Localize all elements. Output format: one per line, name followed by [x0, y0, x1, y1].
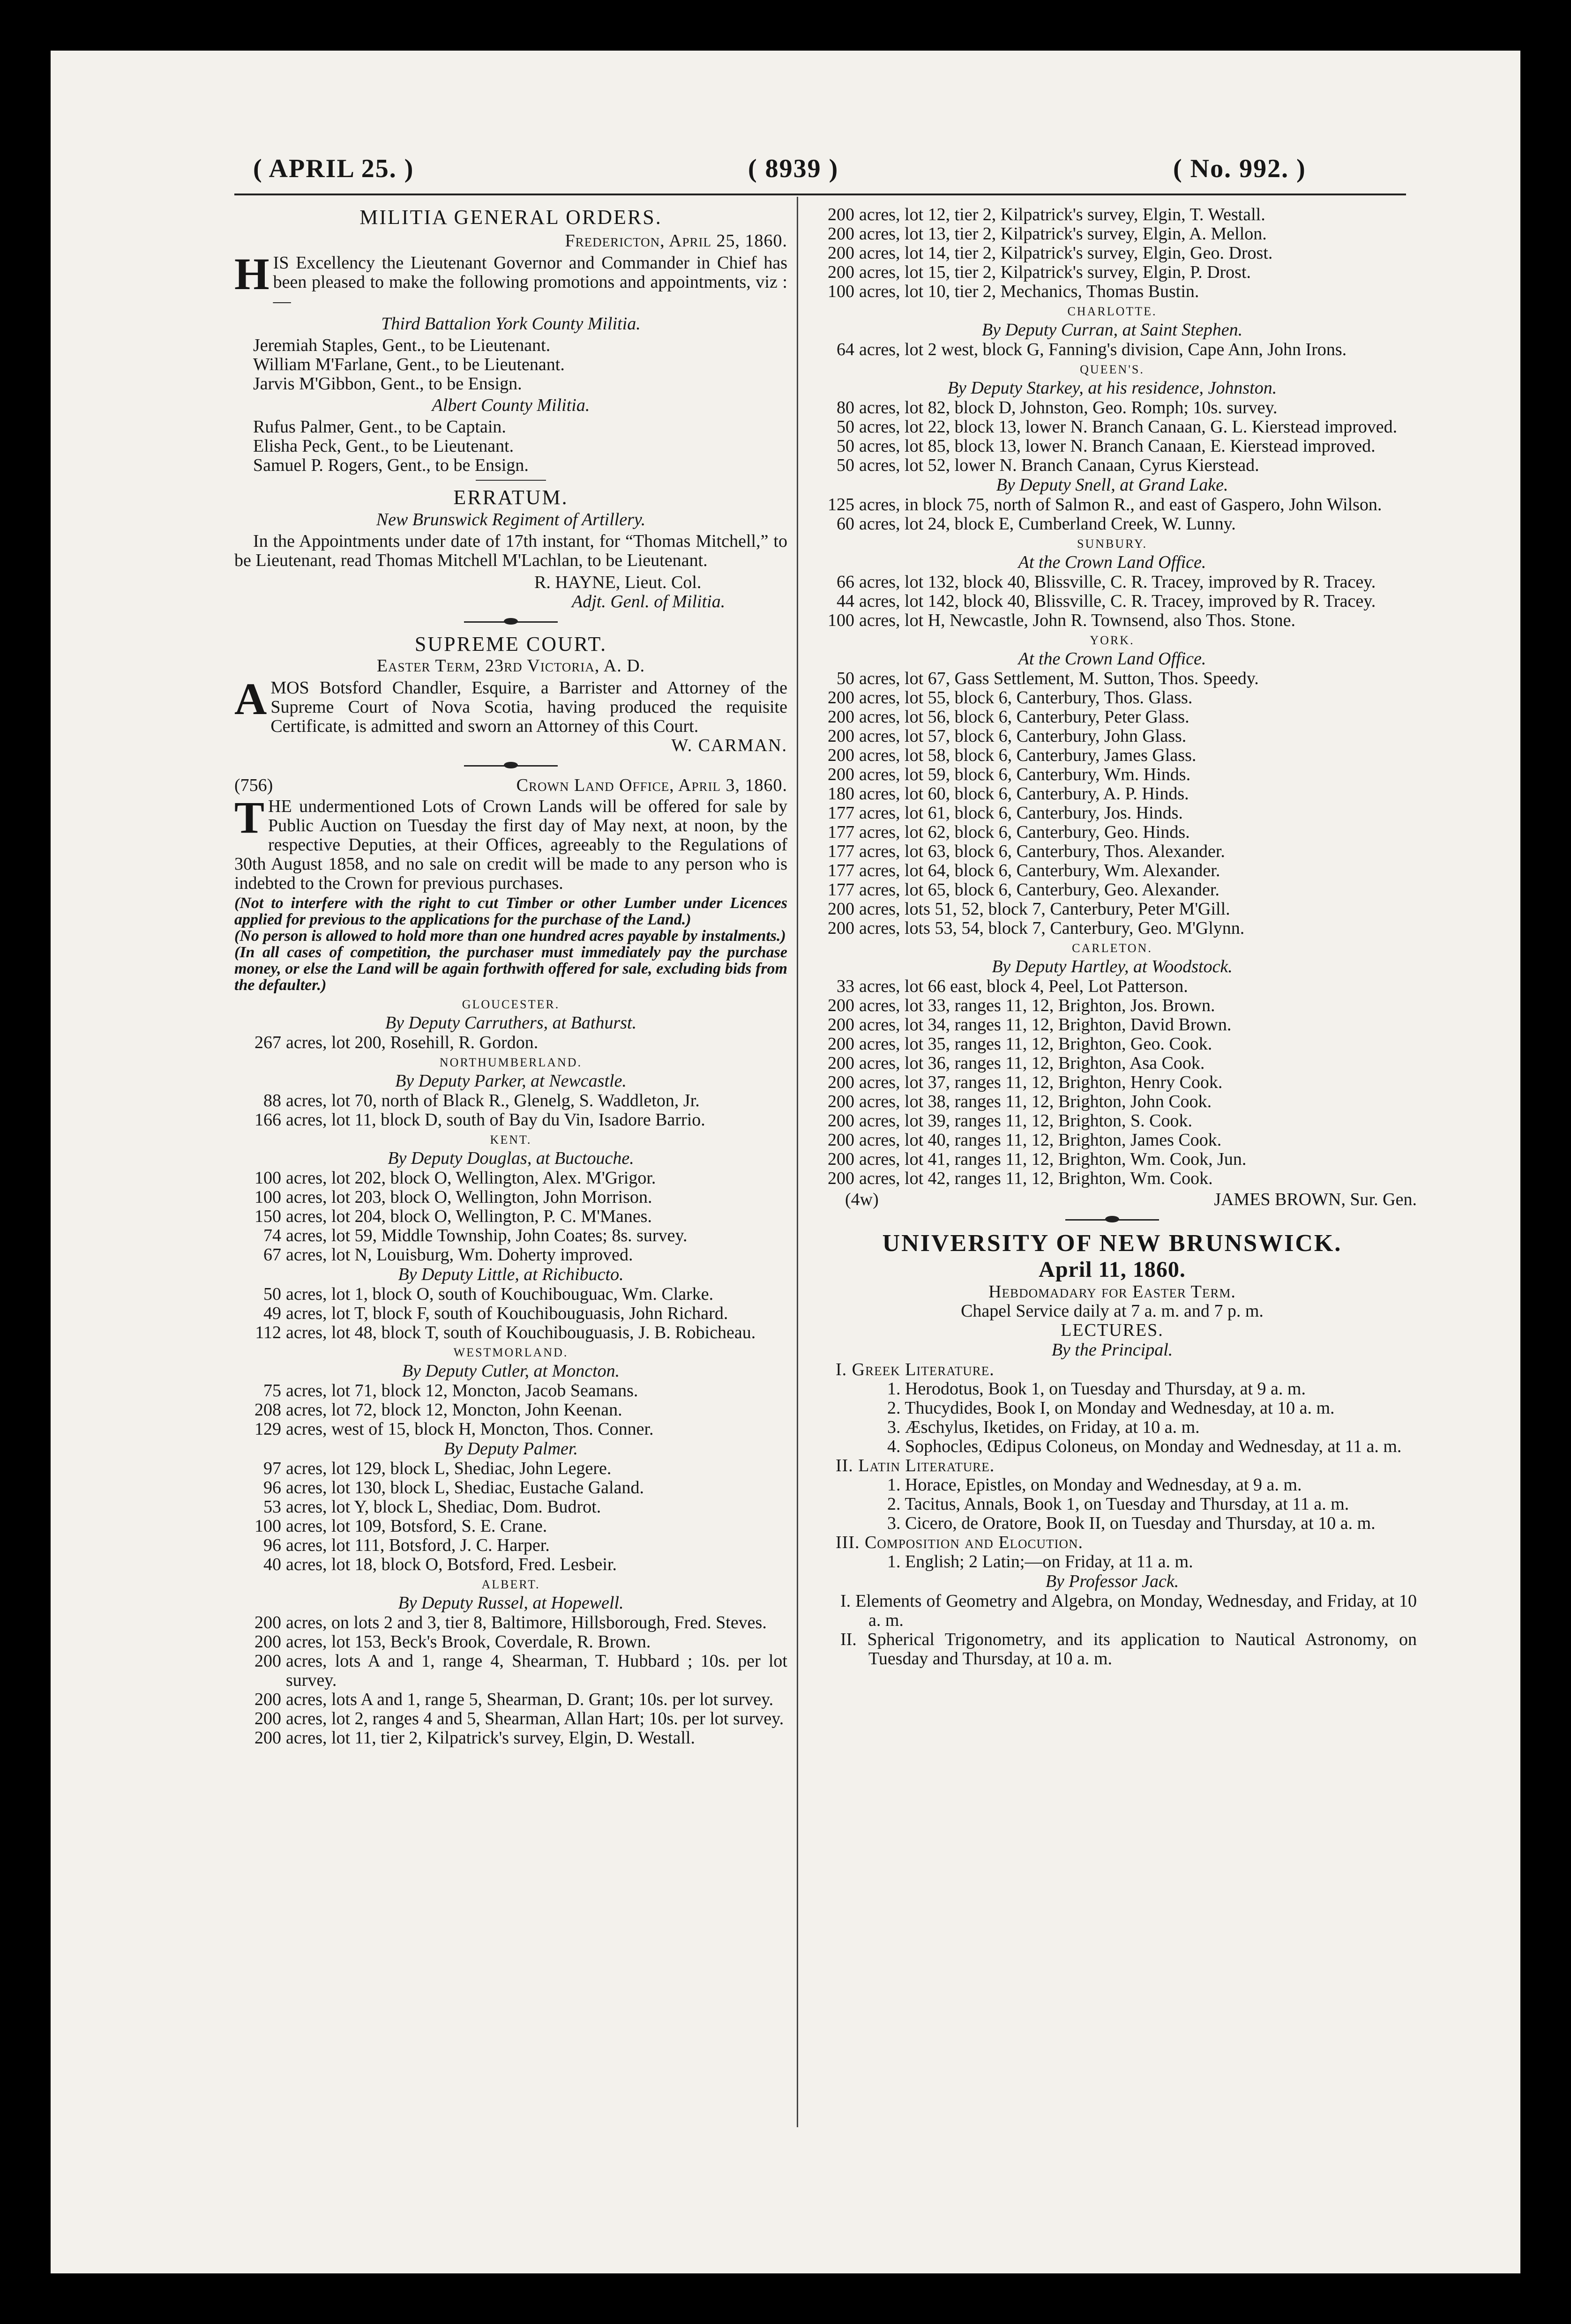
lot-description: acres, lot 60, block 6, Canterbury, A. P. Hinds. — [859, 784, 1189, 804]
lot-entry — [234, 1497, 787, 1517]
lot-entry — [234, 1285, 787, 1304]
lot-acreage: 200 — [828, 726, 854, 746]
right-column — [808, 205, 1417, 1669]
lot-acreage: 200 — [254, 1728, 281, 1748]
lot-acreage: 200 — [828, 1130, 854, 1150]
university-sections — [808, 1360, 1417, 1572]
deputy-heading: By Deputy Cutler, at Moncton. — [402, 1361, 620, 1381]
lot-entry — [808, 1092, 1417, 1111]
lot-description: acres, lot 56, block 6, Canterbury, Peter Glass. — [859, 707, 1189, 727]
lot-description: acres, lot 59, Middle Township, John Coates; 8s. survey. — [286, 1226, 688, 1245]
lot-description: acres, on lots 2 and 3, tier 8, Baltimore, Hillsborough, Fred. Steves. — [286, 1613, 767, 1632]
lot-entry — [808, 765, 1417, 784]
lot-entry — [808, 804, 1417, 823]
lot-entry — [234, 1110, 787, 1130]
lot-entry — [234, 1517, 787, 1536]
york-appointment: William M'Farlane, Gent., to be Lieutenant. — [253, 355, 565, 374]
lecture-item: I. Elements of Geometry and Algebra, on Monday, Wednesday, and Friday, at 10 a. m. — [840, 1591, 1417, 1630]
lot-entry — [234, 1091, 787, 1110]
lot-entry — [808, 823, 1417, 842]
crown-land-note: (In all cases of competition, the purchaser must immediately pay the purchase money, or else the Land will be again forthwith offered for sale, excluding bids from the defaulter.) — [234, 944, 787, 994]
deputy-heading: By Deputy Carruthers, at Bathurst. — [385, 1013, 637, 1033]
lot-acreage: 50 — [837, 417, 854, 437]
county-name: GLOUCESTER. — [462, 998, 560, 1011]
lot-acreage: 200 — [828, 1073, 854, 1092]
lot-acreage: 200 — [828, 224, 854, 244]
lecture-item: 3. Cicero, de Oratore, Book II, on Tuesday and Thursday, at 10 a. m. — [887, 1513, 1376, 1533]
lot-acreage: 200 — [828, 262, 854, 282]
albert-appointment: Samuel P. Rogers, Gent., to be Ensign. — [253, 455, 529, 475]
lot-entry — [234, 1381, 787, 1400]
lot-description: acres, lot 15, tier 2, Kilpatrick's survey, Elgin, P. Drost. — [859, 262, 1251, 282]
lot-description: acres, lot T, block F, south of Kouchibouguasis, John Richard. — [286, 1304, 728, 1323]
lot-entry — [234, 1033, 787, 1052]
lot-description: acres, in block 75, north of Salmon R., and east of Gaspero, John Wilson. — [859, 495, 1382, 514]
lot-acreage: 66 — [837, 572, 854, 592]
left-county-listings — [234, 996, 787, 1748]
header-issue-number: ( No. 992. ) — [1173, 154, 1306, 183]
crown-land-dateline: Crown Land Office, April 3, 1860. — [516, 775, 787, 795]
lot-description: acres, lot 38, ranges 11, 12, Brighton, John Cook. — [859, 1092, 1212, 1111]
lot-entry — [234, 1169, 787, 1188]
lot-description: acres, lot N, Louisburg, Wm. Doherty improved. — [286, 1245, 633, 1265]
albert-appointment: Elisha Peck, Gent., to be Lieutenant. — [253, 436, 514, 456]
right-county-listings — [808, 303, 1417, 1188]
university-date: April 11, 1860. — [1039, 1257, 1186, 1282]
york-militia-heading: Third Battalion York County Militia. — [381, 314, 641, 334]
ornament-divider — [234, 760, 787, 771]
lot-entry — [808, 417, 1417, 437]
york-appointment: Jarvis M'Gibbon, Gent., to be Ensign. — [253, 374, 522, 394]
lot-acreage: 200 — [828, 1111, 854, 1131]
university-chapel: Chapel Service daily at 7 a. m. and 7 p. m. — [961, 1301, 1264, 1321]
lot-acreage: 200 — [828, 1053, 854, 1073]
lot-description: acres, lots 51, 52, block 7, Canterbury, Peter M'Gill. — [859, 899, 1230, 919]
lot-description: acres, lot 62, block 6, Canterbury, Geo. Hinds. — [859, 822, 1190, 842]
erratum-signer-title: Adjt. Genl. of Militia. — [572, 592, 726, 611]
lot-entry — [808, 456, 1417, 475]
deputy-heading: By Deputy Douglas, at Buctouche. — [388, 1148, 634, 1168]
jack-lectures — [808, 1592, 1417, 1669]
deputy-heading: By Deputy Little, at Richibucto. — [398, 1265, 624, 1284]
lot-acreage: 200 — [828, 1034, 854, 1054]
section-rule — [476, 480, 546, 481]
lot-entry — [808, 708, 1417, 727]
lot-entry — [234, 1226, 787, 1245]
lot-entry — [234, 1245, 787, 1265]
lot-description: acres, lots A and 1, range 5, Shearman, D. Grant; 10s. per lot survey. — [286, 1690, 774, 1709]
lot-description: acres, lot 12, tier 2, Kilpatrick's survey, Elgin, T. Westall. — [859, 205, 1265, 224]
supreme-court-body: MOS Botsford Chandler, Esquire, a Barrister and Attorney of the Supreme Court of Nova Scotia, having produced the requisite Certificate, is admitted and sworn an Attorney of this Court. — [270, 678, 787, 736]
supreme-court-title: SUPREME COURT. — [414, 633, 607, 655]
lot-description: acres, lot 61, block 6, Canterbury, Jos. Hinds. — [859, 803, 1183, 823]
lot-entry — [808, 244, 1417, 263]
lot-entry — [234, 1536, 787, 1555]
lot-description: acres, lot 48, block T, south of Kouchibouguasis, J. B. Robicheau. — [286, 1323, 756, 1342]
lot-description: acres, lot 39, ranges 11, 12, Brighton, S. Cook. — [859, 1111, 1193, 1131]
lot-description: acres, lot 59, block 6, Canterbury, Wm. Hinds. — [859, 765, 1191, 784]
lot-acreage: 200 — [828, 707, 854, 727]
lot-description: acres, lot 200, Rosehill, R. Gordon. — [286, 1033, 539, 1052]
lot-acreage: 200 — [254, 1613, 281, 1632]
lot-entry — [808, 746, 1417, 765]
lot-acreage: 177 — [828, 803, 854, 823]
lot-description: acres, lot 11, block D, south of Bay du Vin, Isadore Barrio. — [286, 1110, 705, 1130]
erratum-subtitle: New Brunswick Regiment of Artillery. — [376, 510, 646, 529]
albert-appointment: Rufus Palmer, Gent., to be Captain. — [253, 417, 506, 437]
crown-land-notes — [234, 895, 787, 993]
erratum-signature — [234, 573, 787, 592]
lot-description: acres, lot 14, tier 2, Kilpatrick's survey, Elgin, Geo. Drost. — [859, 243, 1273, 263]
by-principal: By the Principal. — [1051, 1340, 1173, 1360]
lot-description: acres, lot 85, block 13, lower N. Branch Canaan, E. Kierstead improved. — [859, 436, 1376, 456]
lot-entry — [808, 611, 1417, 630]
lot-acreage: 200 — [828, 765, 854, 784]
lot-description: acres, lot 202, block O, Wellington, Alex. M'Grigor. — [286, 1168, 656, 1188]
york-appointments — [234, 336, 787, 394]
right-continued-lots — [808, 205, 1417, 301]
lot-acreage: 75 — [263, 1381, 281, 1400]
lot-entry — [808, 263, 1417, 282]
deputy-heading: By Deputy Palmer. — [444, 1439, 578, 1459]
militia-intro-text: IS Excellency the Lieutenant Governor and Commander in Chief has been pleased to make the following promotions and appointments, viz :— — [273, 253, 787, 311]
crown-land-code: (756) — [234, 775, 273, 795]
drop-cap: H — [234, 249, 269, 299]
lot-entry — [808, 205, 1417, 224]
lot-acreage: 67 — [263, 1245, 281, 1265]
lot-entry — [808, 340, 1417, 359]
lot-acreage: 200 — [254, 1651, 281, 1671]
lot-entry — [234, 1632, 787, 1652]
lot-acreage: 50 — [837, 669, 854, 688]
lot-acreage: 80 — [837, 398, 854, 417]
lot-entry — [808, 1111, 1417, 1131]
lot-entry — [808, 996, 1417, 1015]
lot-entry — [234, 1555, 787, 1574]
lot-acreage: 44 — [837, 591, 854, 611]
lot-acreage: 96 — [263, 1535, 281, 1555]
lot-description: acres, lots A and 1, range 4, Shearman, T. Hubbard ; 10s. per lot survey. — [286, 1651, 787, 1690]
lot-acreage: 208 — [254, 1400, 281, 1420]
lot-acreage: 100 — [254, 1187, 281, 1207]
lot-description: acres, lot 72, block 12, Moncton, John Keenan. — [286, 1400, 622, 1420]
lot-entry — [808, 398, 1417, 417]
lot-acreage: 60 — [837, 514, 854, 534]
lot-acreage: 180 — [828, 784, 854, 804]
lot-entry — [234, 1188, 787, 1207]
lecture-item: 3. Æschylus, Iketides, on Friday, at 10 a. m. — [887, 1417, 1200, 1437]
lot-acreage: 64 — [837, 340, 854, 359]
deputy-heading: At the Crown Land Office. — [1018, 552, 1206, 572]
county-name: ALBERT. — [481, 1578, 540, 1591]
crown-sign-name: JAMES BROWN, Sur. Gen. — [1214, 1190, 1417, 1209]
lot-description: acres, lot 64, block 6, Canterbury, Wm. Alexander. — [859, 861, 1220, 880]
lot-acreage: 49 — [263, 1304, 281, 1323]
lot-description: acres, lot 55, block 6, Canterbury, Thos. Glass. — [859, 688, 1193, 708]
deputy-heading: By Deputy Parker, at Newcastle. — [395, 1071, 627, 1091]
drop-cap: A — [234, 674, 267, 724]
lot-acreage: 200 — [828, 1169, 854, 1188]
militia-intro — [234, 249, 787, 311]
lot-acreage: 74 — [263, 1226, 281, 1245]
county-name: WESTMORLAND. — [453, 1346, 569, 1359]
header-rule — [234, 194, 1406, 195]
by-professor-jack: By Professor Jack. — [1045, 1572, 1179, 1591]
lot-entry — [808, 880, 1417, 900]
lot-acreage: 200 — [254, 1632, 281, 1652]
deputy-heading: By Deputy Russel, at Hopewell. — [398, 1593, 624, 1613]
lecture-section-heading: II. Latin Literature. — [836, 1456, 995, 1475]
university-lectures: LECTURES. — [1061, 1320, 1164, 1340]
erratum-text: In the Appointments under date of 17th instant, for “Thomas Mitchell,” to be Lieutenant, read Thomas Mitchell M'Lachlan, to be Lieutenant. — [234, 531, 787, 570]
lot-acreage: 40 — [263, 1555, 281, 1574]
supreme-court-text — [234, 674, 787, 736]
lot-entry — [808, 437, 1417, 456]
lot-description: acres, west of 15, block H, Moncton, Thos. Conner. — [286, 1419, 654, 1439]
lot-entry — [808, 977, 1417, 996]
lot-description: acres, lot 66 east, block 4, Peel, Lot Patterson. — [859, 976, 1188, 996]
lot-description: acres, lot 33, ranges 11, 12, Brighton, Jos. Brown. — [859, 996, 1215, 1015]
lot-entry — [808, 592, 1417, 611]
lot-acreage: 200 — [828, 243, 854, 263]
university-title: UNIVERSITY OF NEW BRUNSWICK. — [882, 1230, 1342, 1257]
militia-title: MILITIA GENERAL ORDERS. — [359, 206, 662, 229]
crown-sign-code: (4w) — [845, 1190, 879, 1209]
lot-description: acres, lot 203, block O, Wellington, John Morrison. — [286, 1187, 652, 1207]
lot-acreage: 267 — [254, 1033, 281, 1052]
lot-acreage: 33 — [837, 976, 854, 996]
lot-acreage: 200 — [254, 1709, 281, 1728]
header-date: ( APRIL 25. ) — [253, 154, 414, 183]
lot-acreage: 200 — [828, 1015, 854, 1035]
lot-acreage: 177 — [828, 861, 854, 880]
lot-description: acres, lot 71, block 12, Moncton, Jacob Seamans. — [286, 1381, 638, 1400]
lot-description: acres, lot 142, block 40, Blissville, C. R. Tracey, improved by R. Tracey. — [859, 591, 1376, 611]
county-name: YORK. — [1090, 633, 1135, 647]
albert-militia-heading: Albert County Militia. — [432, 395, 590, 415]
lot-entry — [808, 900, 1417, 919]
drop-cap: T — [234, 792, 265, 842]
lot-description: acres, lot 153, Beck's Brook, Coverdale, R. Brown. — [286, 1632, 651, 1652]
crown-land-body: HE undermentioned Lots of Crown Lands will be offered for sale by Public Auction on Tuesday the first day of May next, at noon, by the respective Deputies, at their Offices, agreeably to the Regulations of 30th August 1858, and no sale on credit will be made to any person who is indebted to the Crown for previous purchases. — [234, 797, 787, 893]
lot-acreage: 53 — [263, 1497, 281, 1517]
lot-acreage: 50 — [837, 455, 854, 475]
lot-acreage: 100 — [828, 282, 854, 301]
albert-appointments — [234, 417, 787, 475]
lecture-item: 2. Thucydides, Book I, on Monday and Wednesday, at 10 a. m. — [887, 1398, 1335, 1418]
lot-acreage: 125 — [828, 495, 854, 514]
lot-entry — [234, 1652, 787, 1690]
university-hebdomadary: Hebdomadary for Easter Term. — [988, 1282, 1236, 1302]
county-name: SUNBURY. — [1077, 537, 1147, 551]
lot-description: acres, lot 41, ranges 11, 12, Brighton, Wm. Cook, Jun. — [859, 1149, 1247, 1169]
lot-entry — [234, 1613, 787, 1632]
lot-entry — [808, 1054, 1417, 1073]
lot-description: acres, lot H, Newcastle, John R. Townsend, also Thos. Stone. — [859, 611, 1296, 630]
lot-description: acres, lot 35, ranges 11, 12, Brighton, Geo. Cook. — [859, 1034, 1212, 1054]
lot-acreage: 177 — [828, 842, 854, 861]
deputy-heading: By Deputy Curran, at Saint Stephen. — [981, 320, 1243, 340]
supreme-court-term: Easter Term, 23rd Victoria, A. D. — [376, 656, 645, 676]
lot-acreage: 177 — [828, 822, 854, 842]
lot-entry — [808, 727, 1417, 746]
lot-acreage: 177 — [828, 880, 854, 900]
lot-entry — [234, 1709, 787, 1728]
lot-description: acres, lot 18, block O, Botsford, Fred. Lesbeir. — [286, 1555, 617, 1574]
lot-description: acres, lot Y, block L, Shediac, Dom. Budrot. — [286, 1497, 601, 1517]
county-name: QUEEN'S. — [1080, 363, 1145, 376]
deputy-heading: By Deputy Hartley, at Woodstock. — [992, 957, 1233, 976]
lot-description: acres, lot 40, ranges 11, 12, Brighton, James Cook. — [859, 1130, 1222, 1150]
lot-acreage: 150 — [254, 1207, 281, 1226]
lot-description: acres, lot 82, block D, Johnston, Geo. Romph; 10s. survey. — [859, 398, 1278, 417]
lot-acreage: 100 — [254, 1168, 281, 1188]
lot-description: acres, lot 109, Botsford, S. E. Crane. — [286, 1516, 547, 1536]
lot-description: acres, lot 67, Gass Settlement, M. Sutton, Thos. Speedy. — [859, 669, 1259, 688]
lot-acreage: 200 — [828, 996, 854, 1015]
lot-entry — [234, 1304, 787, 1323]
lot-entry — [234, 1690, 787, 1709]
lot-entry — [808, 1150, 1417, 1169]
erratum-signer: R. HAYNE, Lieut. Col. — [534, 573, 702, 592]
lot-acreage: 100 — [254, 1516, 281, 1536]
lot-entry — [808, 919, 1417, 938]
lot-description: acres, lot 24, block E, Cumberland Creek, W. Lunny. — [859, 514, 1236, 534]
lot-description: acres, lot 37, ranges 11, 12, Brighton, Henry Cook. — [859, 1073, 1223, 1092]
lot-entry — [808, 282, 1417, 301]
deputy-heading: By Deputy Snell, at Grand Lake. — [996, 475, 1228, 495]
lot-description: acres, lot 52, lower N. Branch Canaan, Cyrus Kierstead. — [859, 455, 1259, 475]
lot-entry — [234, 1207, 787, 1226]
deputy-heading: At the Crown Land Office. — [1018, 649, 1206, 669]
lot-description: acres, lot 36, ranges 11, 12, Brighton, Asa Cook. — [859, 1053, 1205, 1073]
header-page-number: ( 8939 ) — [748, 154, 839, 183]
lot-acreage: 200 — [254, 1690, 281, 1709]
lot-entry — [808, 688, 1417, 708]
lot-acreage: 200 — [828, 899, 854, 919]
lot-description: acres, lot 22, block 13, lower N. Branch Canaan, G. L. Kierstead improved. — [859, 417, 1398, 437]
lot-acreage: 200 — [828, 688, 854, 708]
lot-acreage: 166 — [254, 1110, 281, 1130]
deputy-heading: By Deputy Starkey, at his residence, Johnston. — [947, 378, 1277, 398]
ornament-divider — [808, 1214, 1417, 1225]
lot-description: acres, lot 204, block O, Wellington, P. C. M'Manes. — [286, 1207, 652, 1226]
lecture-section-heading: I. Greek Literature. — [836, 1360, 995, 1379]
york-appointment: Jeremiah Staples, Gent., to be Lieutenant. — [253, 335, 551, 355]
lot-entry — [234, 1323, 787, 1342]
lecture-item: II. Spherical Trigonometry, and its application to Nautical Astronomy, on Tuesday and Thursday, at 10 a. m. — [840, 1630, 1417, 1669]
lot-acreage: 50 — [263, 1284, 281, 1304]
lot-description: acres, lot 130, block L, Shediac, Eustache Galand. — [286, 1478, 644, 1497]
lecture-item: 1. Horace, Epistles, on Monday and Wednesday, at 9 a. m. — [887, 1475, 1302, 1495]
lot-acreage: 97 — [263, 1459, 281, 1478]
lot-entry — [808, 842, 1417, 861]
lot-description: acres, lot 63, block 6, Canterbury, Thos. Alexander. — [859, 842, 1225, 861]
lot-entry — [808, 1035, 1417, 1054]
lot-acreage: 112 — [255, 1323, 281, 1342]
lot-acreage: 129 — [254, 1419, 281, 1439]
lecture-item: 2. Tacitus, Annals, Book 1, on Tuesday and Thursday, at 11 a. m. — [887, 1494, 1349, 1514]
crown-land-note: (Not to interfere with the right to cut Timber or other Lumber under Licences applied for previous to the applications for the purchase of the Land.) — [234, 894, 787, 928]
lot-description: acres, lot 1, block O, south of Kouchibouguac, Wm. Clarke. — [286, 1284, 714, 1304]
crown-land-text — [234, 792, 787, 893]
lot-entry — [808, 224, 1417, 244]
lot-description: acres, lot 11, tier 2, Kilpatrick's survey, Elgin, D. Westall. — [286, 1728, 696, 1748]
lecture-item: 1. Herodotus, Book 1, on Tuesday and Thursday, at 9 a. m. — [887, 1379, 1306, 1399]
lecture-section-heading: III. Composition and Elocution. — [836, 1533, 1084, 1552]
left-column — [234, 205, 787, 1748]
lecture-item: 1. English; 2 Latin;—on Friday, at 11 a. m. — [887, 1552, 1193, 1572]
erratum-title: ERRATUM. — [453, 486, 569, 509]
lot-description: acres, lot 57, block 6, Canterbury, John Glass. — [859, 726, 1187, 746]
ornament-divider — [234, 616, 787, 627]
lot-acreage: 100 — [828, 611, 854, 630]
lot-entry — [808, 1073, 1417, 1092]
militia-dateline: Fredericton, April 25, 1860. — [565, 231, 787, 251]
lot-description: acres, lot 129, block L, Shediac, John Legere. — [286, 1459, 612, 1478]
lot-entry — [808, 514, 1417, 534]
lot-description: acres, lot 2, ranges 4 and 5, Shearman, Allan Hart; 10s. per lot survey. — [286, 1709, 784, 1728]
lot-entry — [234, 1420, 787, 1439]
lot-acreage: 88 — [263, 1091, 281, 1110]
lot-acreage: 50 — [837, 436, 854, 456]
column-divider — [797, 197, 798, 2127]
crown-land-signature — [808, 1190, 1417, 1209]
lot-entry — [808, 1169, 1417, 1188]
lot-description: acres, lot 65, block 6, Canterbury, Geo. Alexander. — [859, 880, 1219, 900]
lot-acreage: 96 — [263, 1478, 281, 1497]
crown-land-header — [234, 776, 787, 795]
lot-acreage: 200 — [828, 1092, 854, 1111]
lot-acreage: 200 — [828, 918, 854, 938]
lot-description: acres, lot 111, Botsford, J. C. Harper. — [286, 1535, 550, 1555]
lot-description: acres, lot 10, tier 2, Mechanics, Thomas Bustin. — [859, 282, 1199, 301]
lot-description: acres, lot 42, ranges 11, 12, Brighton, Wm. Cook. — [859, 1169, 1213, 1188]
crown-land-note: (No person is allowed to hold more than one hundred acres payable by instalments.) — [234, 927, 786, 945]
lot-description: acres, lot 132, block 40, Blissville, C. R. Tracey, improved by R. Tracey. — [859, 572, 1376, 592]
lot-entry — [808, 784, 1417, 804]
supreme-court-signature: W. CARMAN. — [671, 736, 787, 755]
lot-acreage: 200 — [828, 745, 854, 765]
lot-description: acres, lot 58, block 6, Canterbury, James Glass. — [859, 745, 1197, 765]
lot-entry — [808, 1015, 1417, 1035]
county-name: KENT. — [490, 1133, 532, 1147]
lot-description: acres, lot 2 west, block G, Fanning's division, Cape Ann, John Irons. — [859, 340, 1347, 359]
lot-description: acres, lot 34, ranges 11, 12, Brighton, David Brown. — [859, 1015, 1232, 1035]
county-name: CHARLOTTE. — [1067, 305, 1157, 318]
lot-description: acres, lot 13, tier 2, Kilpatrick's survey, Elgin, A. Mellon. — [859, 224, 1267, 244]
lot-entry — [808, 495, 1417, 514]
lecture-item: 4. Sophocles, Œdipus Coloneus, on Monday and Wednesday, at 11 a. m. — [887, 1437, 1402, 1456]
lot-entry — [234, 1728, 787, 1748]
lot-entry — [234, 1459, 787, 1478]
lot-entry — [234, 1400, 787, 1420]
lot-entry — [808, 1131, 1417, 1150]
county-name: NORTHUMBERLAND. — [439, 1056, 583, 1069]
lot-entry — [808, 861, 1417, 880]
gazette-page — [51, 51, 1520, 2273]
lot-acreage: 200 — [828, 205, 854, 224]
lot-entry — [808, 573, 1417, 592]
lot-acreage: 200 — [828, 1149, 854, 1169]
lot-entry — [234, 1478, 787, 1497]
lot-description: acres, lots 53, 54, block 7, Canterbury, Geo. M'Glynn. — [859, 918, 1245, 938]
county-name: CARLETON. — [1072, 941, 1152, 955]
lot-entry — [808, 669, 1417, 688]
lot-description: acres, lot 70, north of Black R., Glenelg, S. Waddleton, Jr. — [286, 1091, 700, 1110]
